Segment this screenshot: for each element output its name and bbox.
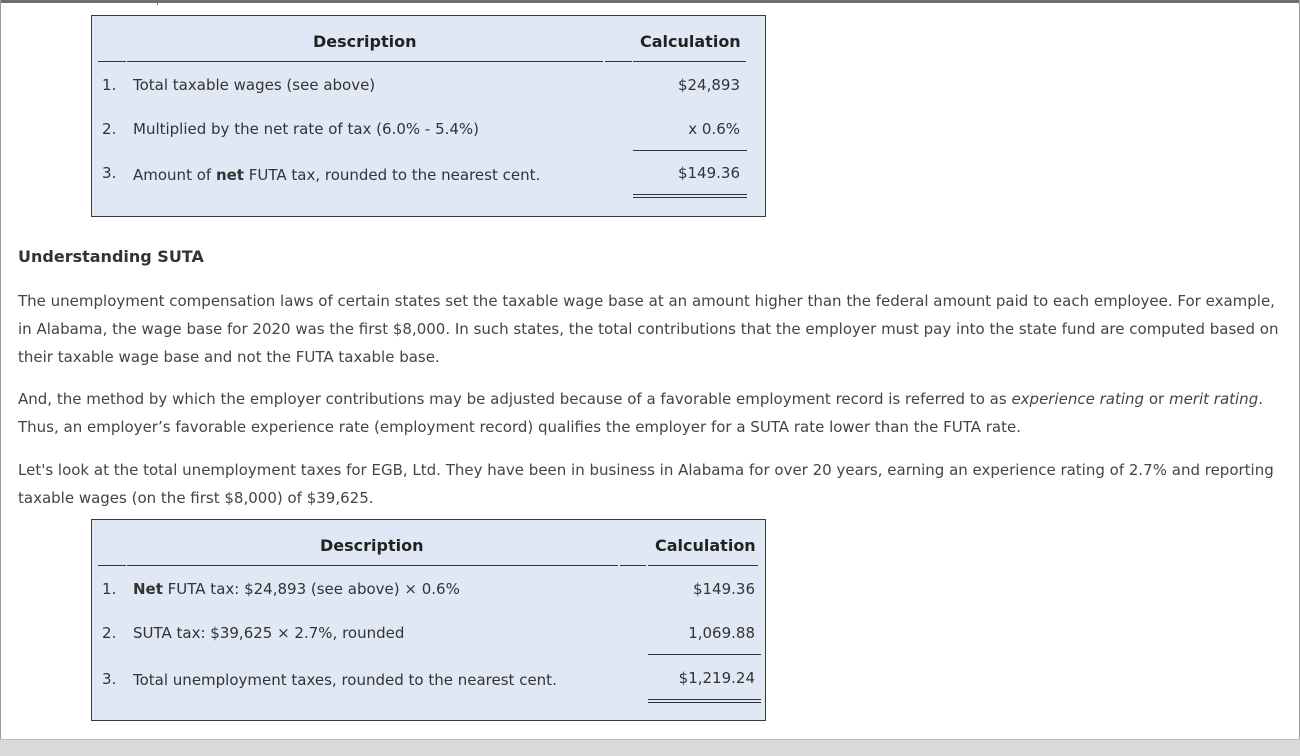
row-description: Multiplied by the net rate of tax (6.0% - 5.4%) bbox=[133, 120, 480, 138]
term-experience-rating: experience rating bbox=[1011, 390, 1145, 408]
row-number: 2. bbox=[102, 624, 117, 642]
section-title: Understanding SUTA bbox=[18, 247, 204, 266]
row-number: 3. bbox=[102, 164, 117, 182]
header-rule bbox=[648, 565, 758, 566]
header-rule bbox=[633, 61, 746, 62]
header-rule bbox=[620, 565, 646, 566]
row-description: SUTA tax: $39,625 × 2.7%, rounded bbox=[133, 624, 405, 642]
row-value: $149.36 bbox=[677, 164, 740, 182]
calculation-header: Calculation bbox=[655, 536, 756, 555]
paragraph-experience-rating: And, the method by which the employer contributions may be adjusted because of a favorable employment record is referred to as experience rating or merit rating. Thus, an employer’s favorable experience rate (employment record) qualifies the employer for a SUTA rate lower than the FUTA rate. bbox=[18, 390, 1263, 436]
row-number: 2. bbox=[102, 120, 117, 138]
header-rule bbox=[127, 565, 618, 566]
row-value: 1,069.88 bbox=[688, 624, 755, 642]
term-merit-rating: merit rating bbox=[1168, 390, 1259, 408]
description-header: Description bbox=[313, 32, 417, 51]
subtotal-rule bbox=[648, 654, 761, 655]
bottom-scroll-bar[interactable] bbox=[0, 739, 1300, 756]
description-header: Description bbox=[320, 536, 424, 555]
row-value: x 0.6% bbox=[688, 120, 740, 138]
row-description: Net FUTA tax: $24,893 (see above) × 0.6% bbox=[133, 580, 460, 598]
row-description: Amount of net FUTA tax, rounded to the nearest cent. bbox=[133, 166, 541, 184]
row-value: $1,219.24 bbox=[678, 669, 755, 687]
row-number: 3. bbox=[102, 670, 117, 688]
total-double-rule bbox=[633, 194, 747, 198]
header-rule bbox=[98, 61, 126, 62]
calculation-header: Calculation bbox=[640, 32, 741, 51]
header-rule bbox=[605, 61, 632, 62]
paragraph-egb-example: Let's look at the total unemployment taxes for EGB, Ltd. They have been in business in Alabama for over 20 years, earning an experience rating of 2.7% and reporting taxable wages (on the first $8,000) of $39,625. bbox=[18, 461, 1274, 507]
top-border bbox=[0, 0, 1300, 3]
row-value: $24,893 bbox=[677, 76, 740, 94]
top-tick bbox=[157, 0, 158, 5]
total-double-rule bbox=[648, 699, 761, 703]
left-border bbox=[0, 0, 1, 755]
subtotal-rule bbox=[633, 150, 747, 151]
row-number: 1. bbox=[102, 76, 117, 94]
row-description: Total unemployment taxes, rounded to the nearest cent. bbox=[133, 671, 557, 689]
paragraph-suta-wage-base: The unemployment compensation laws of certain states set the taxable wage base at an amount higher than the federal amount paid to each employee. For example, in Alabama, the wage base for 2020 was the first $8,000. In such states, the total contributions that the employer must pay into the state fund are computed based on their taxable wage base and not the FUTA taxable base. bbox=[18, 292, 1279, 366]
header-rule bbox=[98, 565, 126, 566]
futa-calculation-table bbox=[91, 15, 766, 217]
row-number: 1. bbox=[102, 580, 117, 598]
total-unemployment-table bbox=[91, 519, 766, 721]
row-value: $149.36 bbox=[692, 580, 755, 598]
header-rule bbox=[127, 61, 603, 62]
row-description: Total taxable wages (see above) bbox=[133, 76, 376, 94]
